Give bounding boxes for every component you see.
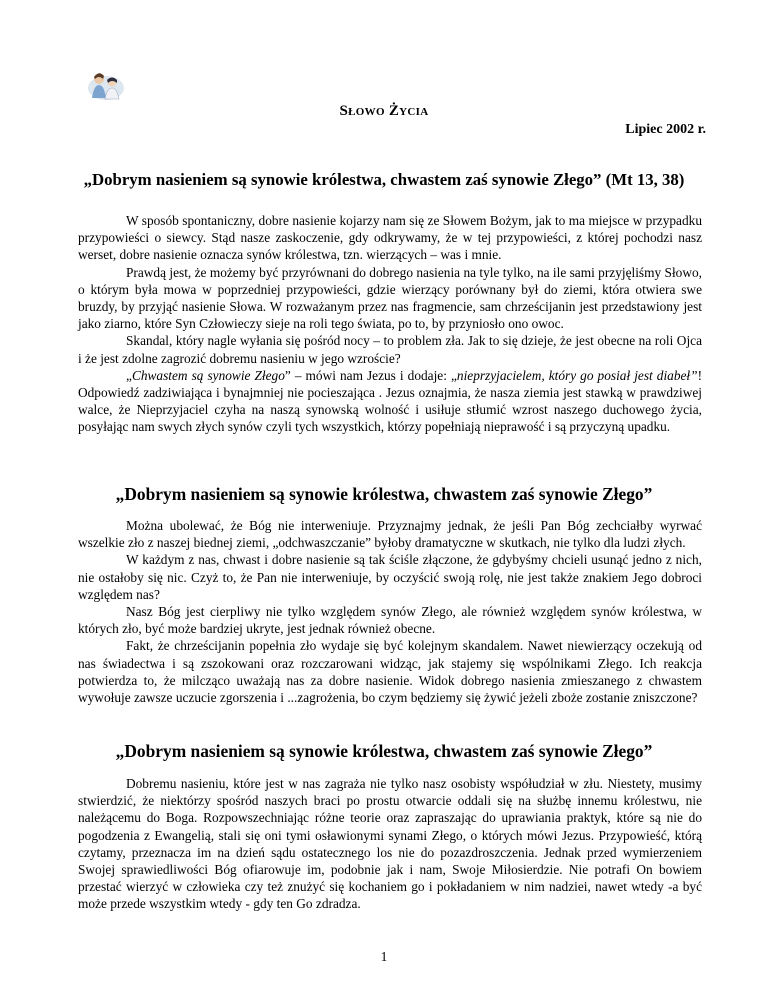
section-body-3 — [78, 775, 702, 913]
section-heading-2: „Dobrym nasieniem są synowie królestwa, chwastem zaś synowie Złego” — [115, 484, 653, 504]
two-figures-icon — [86, 66, 126, 102]
quote-chwastem: Chwastem są synowie Złego — [131, 367, 285, 383]
paragraph: W każdym z nas, chwast i dobre nasienie są tak ściśle złączone, że gdybyśmy chcieli usunąć jedno z nich, nie ostałoby się nic. Czyż to, że Pan nie interweniuje, by oczyścić swoją rolę, nie jest także znakiem Jego dobroci względem nas? — [78, 552, 702, 602]
quote-rest: ! Odpowiedź zadziwiająca i bynajmniej nie pocieszająca . Jezus oznajmia, że nasza ziemia jest stawką w prawdziwej walce, że Nieprzyjaciel czyha na naszą synowską wolność i usiłuje stłumić wzrost naszego duchowego życia, posyłając nam swych złych synów czyli tych wszystkich, którzy popełniają nieprawość i są przyczyną upadku. — [78, 367, 703, 435]
section-heading-3: „Dobrym nasieniem są synowie królestwa, chwastem zaś synowie Złego” — [115, 741, 653, 761]
paragraph: Dobremu nasieniu, które jest w nas zagraża nie tylko nasz osobisty współudział w złu. Niestety, musimy stwierdzić, że niektórzy spośród naszych braci po prostu otwarcie oddali się na służbę innemu królestwu, nie należącemu do Boga. Rozpowszechniając różne teorie oraz zapraszając do uprawiania praktyk, które są nie do pogodzenia z Ewangelią, stali się oni tymi osławionymi synami Złego, o których mówi Jezus. Przypowieść, którą czytamy, przeznacza im na dzień sądu ostatecznego los nie do pozazdroszczenia. Jednak przed wymierzeniem Swojej sprawiedliwości Bóg ofiarowuje im, podobnie jak i nam, Swoje Miłosierdzie. Nie potrafi On bowiem przestać wierzyć w człowieka czy też znużyć się kochaniem go i pokładaniem w nim nadziei, nawet wtedy -a być może przede wszystkim wtedy - gdy ten Go zdradza. — [78, 776, 702, 912]
quote-open: „ — [126, 367, 132, 383]
paragraph: Fakt, że chrześcijanin popełnia zło wydaje się być kolejnym skandalem. Nawet niewierzący oczekują od nas świadectwa i są zszokowani oraz rozczarowani widząc, jak stajemy się wspólnikami Złego. Ich reakcja potwierdza to, że milcząco uważają nas za dobre nasienie. Widok dobrego nasienia zmieszanego z chwastem wywołuje zawsze uczucie zgorszenia i ...zagrożenia, bo czym będziemy się żywić jeżeli zboże zostanie zniszczone? — [78, 638, 702, 706]
section-body-1 — [78, 212, 702, 436]
quote-nieprzyjacielem: nieprzyjacielem, który go posiał jest diabeł” — [456, 367, 698, 383]
quote-paragraph — [78, 367, 702, 436]
quote-mid: ” – mówi nam Jezus i dodaje: „ — [284, 367, 457, 383]
paragraph: Skandal, który nagle wyłania się pośród nocy – to problem zła. Jak to się dzieje, że jest obecne na roli Ojca i że jest zdolne zagrozić dobremu nasieniu w jego wzroście? — [78, 333, 702, 366]
paragraph: W sposób spontaniczny, dobre nasienie kojarzy nam się ze Słowem Bożym, jak to ma miejsce w przypadku przypowieści o siewcy. Stąd nasze zaskoczenie, gdy odkrywamy, że w tej przypowieści, z której pochodzi nasz werset, dobre nasienie oznacza synów królestwa, tzn. wierzących – was i mnie. — [78, 213, 702, 263]
section-body-2 — [78, 517, 702, 706]
page-number: 1 — [380, 949, 388, 964]
document-title: Słowo Życia — [339, 103, 429, 119]
paragraph: Nasz Bóg jest cierpliwy nie tylko względem synów Złego, ale również względem synów królestwa, w których zło, być może bardziej ukryte, jest jednak również obecne. — [78, 604, 702, 637]
document-date: Lipiec 2002 r. — [625, 122, 706, 137]
section-heading-1: „Dobrym nasieniem są synowie królestwa, chwastem zaś synowie Złego” (Mt 13, 38) — [83, 170, 685, 189]
paragraph: Prawdą jest, że możemy być przyrównani do dobrego nasienia na tyle tylko, na ile sami przyjęliśmy Słowo, o którym była mowa w poprzedniej przypowieści, gdzie wierzący porównany był do ziemi, która otwiera swe bruzdy, by przyjąć nasienie Słowa. W rozważanym przez nas fragmencie, sam chrześcijanin jest przedstawiony jest jako ziarno, które Syn Człowieczy sieje na roli tego świata, po to, by przyniosło ono owoc. — [78, 264, 702, 332]
paragraph: Można ubolewać, że Bóg nie interweniuje. Przyznajmy jednak, że jeśli Pan Bóg zechciałby wyrwać wszelkie zło z naszej biednej ziemi, „odchwaszczanie” byłoby dramatyczne w skutkach, nie tylko dla ludzi złych. — [78, 518, 702, 551]
